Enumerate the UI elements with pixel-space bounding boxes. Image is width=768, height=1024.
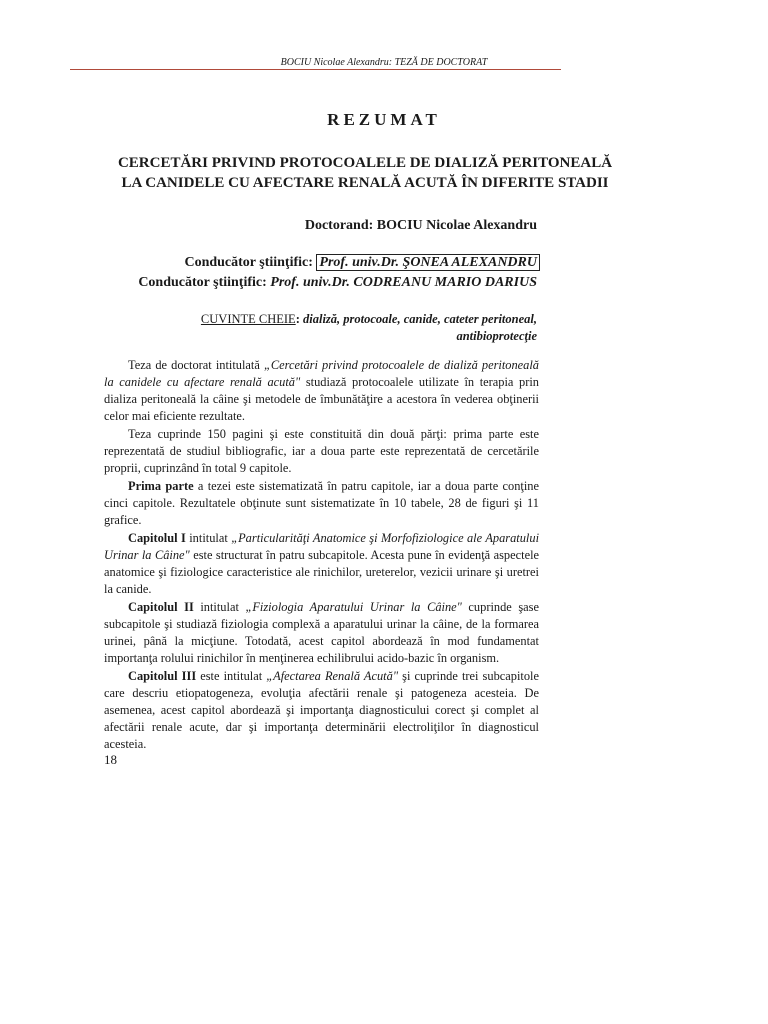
keywords-line-2: antibioprotecţie (456, 329, 537, 343)
p4-text: intitulat (185, 531, 232, 545)
paragraph-3 (104, 478, 539, 529)
header-rule (70, 69, 561, 70)
page-title: REZUMAT (327, 110, 441, 129)
keywords-label: CUVINTE CHEIE (200, 312, 296, 326)
p6-text-end: şi cuprinde trei subcapitole care descriu etiopatogeneza, evoluţia afectării renale şi patogeneza acesteia. De asemenea, acest capitol abordează şi importanţa diagnosticului corect şi complet al afectării renale acute, dar şi importanţa determinării electroliţilor în diagnosticul acesteia. (104, 669, 539, 751)
thesis-title (60, 153, 670, 193)
paragraph-5 (104, 599, 539, 667)
supervisor-1 (184, 255, 540, 271)
p3-bold: Prima parte (128, 479, 194, 493)
supervisor-2-label: Conducător ştiinţific: (138, 275, 267, 290)
p6-bold: Capitolul III (128, 669, 197, 683)
p4-bold: Capitolul I (128, 531, 186, 545)
supervisor-2 (138, 275, 537, 291)
body-text (104, 357, 539, 754)
p6-text: este intitulat (196, 669, 267, 683)
keywords-line-1: dializă, protocoale, canide, cateter peritoneal, (303, 312, 537, 326)
p5-chapter-title: „Fiziologia Aparatului Urinar la Câine" (245, 600, 462, 614)
supervisor-1-label: Conducător ştiinţific: (184, 255, 313, 270)
p1-text: Teza de doctorat intitulată (128, 358, 264, 372)
p3-text: a tezei este sistematizată în patru capitole, iar a doua parte conţine cinci capitole. Rezultatele obţinute sunt sistematizate în 10 tabele, 28 de figuri şi 11 grafice. (104, 479, 539, 527)
p5-text-end: cuprinde şase subcapitole şi studiază fiziologia complexă a aparatului urinar la câine, de la formarea urinei, până la micţiune. Totodată, acest capitol abordează în mod fundamentat importanţa rolului rinichilor în menţinerea echilibrului acido-bazic în organism. (104, 600, 539, 665)
paragraph-2: Teza cuprinde 150 pagini şi este constituită din două părţi: prima parte este reprezentată de studiul bibliografic, iar a doua parte este reprezentată de cercetările proprii, cuprinzând în total 9 capitole. (104, 427, 539, 475)
thesis-title-line-1: CERCETĂRI PRIVIND PROTOCOALELE DE DIALIZĂ PERITONEALĂ (117, 155, 613, 171)
p5-bold: Capitolul II (128, 600, 194, 614)
doctorand-line: Doctorand: BOCIU Nicolae Alexandru (304, 218, 537, 233)
paragraph-4 (104, 530, 539, 598)
page-number: 18 (104, 752, 117, 767)
p5-text: intitulat (193, 600, 246, 614)
running-head: BOCIU Nicolae Alexandru: TEZĂ DE DOCTORAT (280, 57, 488, 68)
p1-thesis-title: „Cercetări privind protocoalele de dializă peritoneală la canidele cu afectare renală acută" (104, 358, 539, 389)
supervisor-2-name: Prof. univ.Dr. CODREANU MARIO DARIUS (270, 275, 537, 290)
p1-text-end: studiază protocoalele utilizate în terapia prin dializa peritoneală la câine şi metodele de îmbunătăţire a acestora în vederea obţinerii celor mai eficiente rezultate. (104, 375, 539, 423)
paragraph-6 (104, 668, 539, 753)
keywords: CUVINTE CHEIE: dializă, protocoale, canide, cateter peritoneal, antibioprotecţie (177, 311, 537, 345)
thesis-title-line-2: LA CANIDELE CU AFECTARE RENALĂ ACUTĂ ÎN DIFERITE STADII (121, 175, 609, 191)
p4-text-end: este structurat în patru subcapitole. Acesta pune în evidenţă aspectele anatomice şi fiziologice caracteristice ale rinichilor, ureterelor, vezicii urinare şi uretrei la canide. (104, 548, 540, 596)
supervisor-1-name: Prof. univ.Dr. ŞONEA ALEXANDRU (316, 254, 540, 271)
p6-chapter-title: „Afectarea Renală Acută" (266, 669, 399, 683)
p4-chapter-title: „Particularităţi Anatomice şi Morfofiziologice ale Aparatului Urinar la Câine" (104, 531, 540, 562)
paragraph-1 (104, 357, 539, 425)
